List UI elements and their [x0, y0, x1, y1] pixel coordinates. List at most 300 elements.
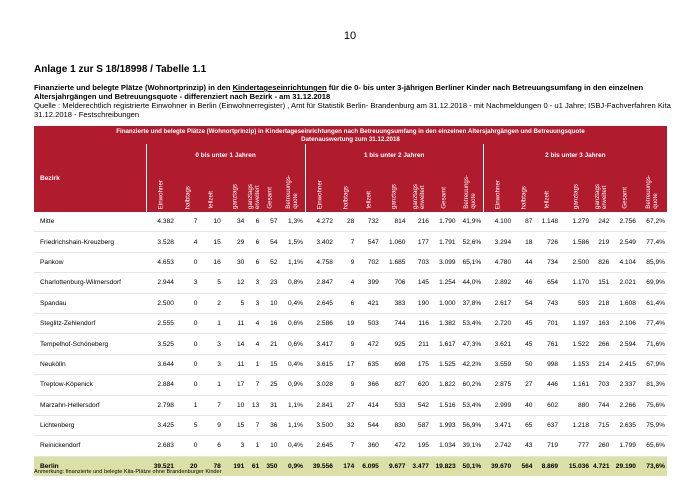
value-cell: 1.685	[381, 252, 408, 272]
subheader-g1-col5	[431, 166, 458, 212]
subheader-g2-col2	[534, 166, 560, 212]
subheader-label: Betreuungs- quote	[284, 175, 299, 209]
value-cell: 39,1%	[458, 436, 484, 456]
value-cell: 15	[199, 232, 222, 252]
value-cell: 1	[246, 354, 261, 374]
value-cell: 0,4%	[279, 293, 305, 313]
subheader-label: halbtags	[342, 185, 350, 209]
value-cell: 446	[534, 375, 560, 395]
value-cell: 2.021	[611, 273, 638, 293]
subheader-label: halbtags	[520, 185, 528, 209]
value-cell: 2.884	[146, 375, 176, 395]
value-cell: 20	[176, 456, 199, 476]
value-cell: 1.153	[560, 354, 591, 374]
value-cell: 23	[261, 273, 279, 293]
value-cell: 1.254	[431, 273, 458, 293]
value-cell: 2.683	[146, 436, 176, 456]
bezirk-cell: Marzahn-Hellersdorf	[34, 395, 146, 415]
value-cell: 0,4%	[279, 436, 305, 456]
value-cell: 19.823	[431, 456, 458, 476]
bezirk-cell: Treptow-Köpenick	[34, 375, 146, 395]
value-cell: 0	[176, 293, 199, 313]
subheader-label: Gesamt	[266, 187, 274, 209]
value-cell: 6	[246, 252, 261, 272]
value-cell: 31	[261, 395, 279, 415]
table-row	[34, 415, 667, 435]
value-cell: 8.869	[534, 456, 560, 476]
value-cell: 4	[246, 334, 261, 354]
value-cell: 3.525	[146, 334, 176, 354]
value-cell: 1,1%	[279, 252, 305, 272]
source-note: Quelle : Melderechtlich registrierte Einwohner in Berlin (Einwohnerregister) , Amt für Statistik Berlin- Brandenburg am 31.12.2018 - mit Nachmeldungen 0 - u1 Jahre; ISBJ-Fachverfahren Kita	[34, 101, 671, 110]
value-cell: 0	[176, 313, 199, 333]
value-cell: 2.645	[305, 436, 335, 456]
value-cell: 2.999	[483, 395, 513, 415]
subheader-label: Gesamt	[440, 187, 448, 209]
value-cell: 4.653	[146, 252, 176, 272]
value-cell: 350	[261, 456, 279, 476]
subheader-g2-col5	[611, 166, 638, 212]
value-cell: 44	[513, 252, 534, 272]
value-cell: 266	[591, 334, 611, 354]
description-heading	[34, 83, 674, 92]
value-cell: 4	[176, 232, 199, 252]
value-cell: 12	[223, 273, 246, 293]
value-cell: 0,8%	[279, 273, 305, 293]
value-cell: 2.742	[483, 436, 513, 456]
value-cell: 71,6%	[638, 334, 667, 354]
value-cell: 3	[199, 354, 222, 374]
bezirk-cell: Lichtenberg	[34, 415, 146, 435]
value-cell: 533	[381, 395, 408, 415]
value-cell: 2.337	[611, 375, 638, 395]
bezirk-cell: Reinickendorf	[34, 436, 146, 456]
value-cell: 4.272	[305, 212, 335, 232]
value-cell: 503	[356, 313, 381, 333]
table-row	[34, 212, 667, 232]
value-cell: 54	[261, 232, 279, 252]
subheader-g2-col6	[638, 166, 667, 212]
value-cell: 0,9%	[279, 456, 305, 476]
value-cell: 17	[223, 375, 246, 395]
value-cell: 1.791	[431, 232, 458, 252]
value-cell: 85,9%	[638, 252, 667, 272]
table-row	[34, 354, 667, 374]
table-row	[34, 293, 667, 313]
value-cell: 41,9%	[458, 212, 484, 232]
value-cell: 9	[335, 375, 356, 395]
value-cell: 10	[261, 293, 279, 313]
table-row	[34, 252, 667, 272]
subheader-g2-col1	[513, 166, 534, 212]
value-cell: 3	[176, 273, 199, 293]
value-cell: 163	[591, 313, 611, 333]
value-cell: 50	[513, 354, 534, 374]
subheader-label: Einwohner	[157, 179, 165, 209]
subheader-g2-col0	[483, 166, 513, 212]
value-cell: 14	[223, 334, 246, 354]
value-cell: 719	[534, 436, 560, 456]
value-cell: 2.500	[560, 252, 591, 272]
value-cell: 726	[534, 232, 560, 252]
value-cell: 2.549	[611, 232, 638, 252]
value-cell: 2.415	[611, 354, 638, 374]
value-cell: 7	[246, 415, 261, 435]
bezirk-cell: Spandau	[34, 293, 146, 313]
value-cell: 2.500	[146, 293, 176, 313]
value-cell: 54	[513, 293, 534, 313]
value-cell: 4.721	[591, 456, 611, 476]
value-cell: 698	[381, 354, 408, 374]
value-cell: 1,3%	[279, 212, 305, 232]
value-cell: 421	[356, 293, 381, 313]
subheader-g1-col2	[356, 166, 381, 212]
value-cell: 593	[560, 293, 591, 313]
subheader-g0-col3	[223, 166, 246, 212]
value-cell: 1.382	[431, 313, 458, 333]
value-cell: 1.218	[560, 415, 591, 435]
value-cell: 52,6%	[458, 232, 484, 252]
bezirk-cell: Charlottenburg-Wilmersdorf	[34, 273, 146, 293]
subheader-g0-col5	[261, 166, 279, 212]
bezirk-cell: Berlin	[34, 456, 146, 476]
value-cell: 39.521	[146, 456, 176, 476]
subheader-g1-col6	[458, 166, 484, 212]
value-cell: 1	[246, 436, 261, 456]
bezirk-cell: Pankow	[34, 252, 146, 272]
subheader-label: ganztags erweitert	[412, 183, 427, 209]
subheader-label: ganztags	[572, 183, 580, 209]
value-cell: 6	[246, 212, 261, 232]
value-cell: 4.100	[483, 212, 513, 232]
value-cell: 7	[176, 212, 199, 232]
value-cell: 4	[246, 313, 261, 333]
value-cell: 2.756	[611, 212, 638, 232]
value-cell: 2.586	[305, 313, 335, 333]
value-cell: 1.799	[611, 436, 638, 456]
value-cell: 211	[407, 334, 430, 354]
value-cell: 11	[223, 354, 246, 374]
table-row	[34, 395, 667, 415]
value-cell: 9	[335, 334, 356, 354]
value-cell: 87	[513, 212, 534, 232]
value-cell: 4.104	[611, 252, 638, 272]
value-cell: 1	[176, 395, 199, 415]
bezirk-cell: Mitte	[34, 212, 146, 232]
value-cell: 43	[513, 436, 534, 456]
bezirk-cell: Tempelhof-Schöneberg	[34, 334, 146, 354]
value-cell: 1,1%	[279, 395, 305, 415]
value-cell: 15	[261, 354, 279, 374]
value-cell: 564	[513, 456, 534, 476]
value-cell: 81,3%	[638, 375, 667, 395]
value-cell: 27	[513, 375, 534, 395]
value-cell: 78	[199, 456, 222, 476]
value-cell: 40	[513, 395, 534, 415]
value-cell: 2.106	[611, 313, 638, 333]
value-cell: 9	[335, 252, 356, 272]
value-cell: 1.617	[431, 334, 458, 354]
value-cell: 219	[591, 232, 611, 252]
value-cell: 25	[261, 375, 279, 395]
value-cell: 3.528	[146, 232, 176, 252]
value-cell: 1,1%	[279, 415, 305, 435]
value-cell: 4	[335, 273, 356, 293]
value-cell: 1.170	[560, 273, 591, 293]
value-cell: 744	[381, 313, 408, 333]
value-cell: 620	[407, 375, 430, 395]
value-cell: 827	[381, 375, 408, 395]
subheader-label: halbtags	[184, 185, 192, 209]
value-cell: 65	[513, 415, 534, 435]
table-banner-date: Datenauswertung zum 31.12.2018	[301, 136, 400, 143]
value-cell: 414	[356, 395, 381, 415]
group-header-2-3: 2 bis unter 3 Jahren	[483, 144, 667, 166]
table-banner-title: Finanzierte und belegte Plätze (Wohnortprinzip) in Kindertageseinrichtungen nach Betreuungsumfang in den einzelnen Altersjahrgängen und Betreuungsquote	[116, 128, 585, 135]
value-cell: 3.559	[483, 354, 513, 374]
subheader-g0-col4	[246, 166, 261, 212]
value-cell: 637	[534, 415, 560, 435]
value-cell: 3.621	[483, 334, 513, 354]
subheader-label: ganztags	[390, 183, 398, 209]
value-cell: 0	[176, 436, 199, 456]
value-cell: 0	[176, 334, 199, 354]
value-cell: 3.294	[483, 232, 513, 252]
value-cell: 145	[407, 273, 430, 293]
subheader-g2-col3	[560, 166, 591, 212]
subheader-label: ganztags	[231, 183, 239, 209]
value-cell: 27	[335, 395, 356, 415]
value-cell: 19	[335, 313, 356, 333]
value-cell: 0,4%	[279, 354, 305, 374]
subheader-g0-col2	[199, 166, 222, 212]
value-cell: 2.635	[611, 415, 638, 435]
value-cell: 218	[591, 293, 611, 313]
value-cell: 732	[356, 212, 381, 232]
value-cell: 29	[223, 232, 246, 252]
value-cell: 191	[223, 456, 246, 476]
value-cell: 21	[261, 334, 279, 354]
subheader-label: teilzeit	[207, 191, 215, 209]
value-cell: 1.586	[560, 232, 591, 252]
value-cell: 1.822	[431, 375, 458, 395]
value-cell: 242	[591, 212, 611, 232]
page-number: 10	[343, 30, 357, 42]
subheader-label: Betreuungs- quote	[645, 175, 660, 209]
value-cell: 734	[534, 252, 560, 272]
value-cell: 703	[407, 252, 430, 272]
subheader-g1-col0	[305, 166, 335, 212]
value-cell: 1.790	[431, 212, 458, 232]
subheader-label: ganztags erweitert	[594, 183, 609, 209]
value-cell: 3.099	[431, 252, 458, 272]
value-cell: 7	[335, 232, 356, 252]
value-cell: 830	[381, 415, 408, 435]
value-cell: 743	[534, 293, 560, 313]
value-cell: 366	[356, 375, 381, 395]
subheader-g2-col4	[591, 166, 611, 212]
value-cell: 2	[199, 293, 222, 313]
value-cell: 1	[199, 313, 222, 333]
value-cell: 2.798	[146, 395, 176, 415]
subheader-g1-col4	[407, 166, 430, 212]
value-cell: 11	[223, 313, 246, 333]
value-cell: 3.417	[305, 334, 335, 354]
value-cell: 5	[223, 293, 246, 313]
value-cell: 47,3%	[458, 334, 484, 354]
heading-part-1: Finanzierte und belegte Plätze (Wohnortprinzip) in den	[34, 83, 233, 92]
value-cell: 880	[560, 395, 591, 415]
value-cell: 65,6%	[638, 436, 667, 456]
value-cell: 116	[407, 313, 430, 333]
value-cell: 190	[407, 293, 430, 313]
value-cell: 10	[223, 395, 246, 415]
value-cell: 3	[199, 334, 222, 354]
value-cell: 1.608	[611, 293, 638, 313]
value-cell: 175	[407, 354, 430, 374]
value-cell: 4.758	[305, 252, 335, 272]
value-cell: 16	[261, 313, 279, 333]
value-cell: 3.644	[146, 354, 176, 374]
value-cell: 3.028	[305, 375, 335, 395]
value-cell: 30	[223, 252, 246, 272]
value-cell: 998	[534, 354, 560, 374]
data-table	[34, 144, 667, 476]
value-cell: 4.382	[146, 212, 176, 232]
value-cell: 67,9%	[638, 354, 667, 374]
value-cell: 3	[246, 273, 261, 293]
bezirk-cell: Neukölln	[34, 354, 146, 374]
value-cell: 10	[261, 436, 279, 456]
subheader-g1-col1	[335, 166, 356, 212]
subheader-g0-col1	[176, 166, 199, 212]
subheader-label: Betreuungs- quote	[463, 175, 478, 209]
subheader-label: teilzeit	[543, 191, 551, 209]
value-cell: 6	[246, 232, 261, 252]
value-cell: 0,6%	[279, 313, 305, 333]
value-cell: 547	[356, 232, 381, 252]
table-row	[34, 313, 667, 333]
value-cell: 1	[199, 375, 222, 395]
value-cell: 2.847	[305, 273, 335, 293]
value-cell: 36	[261, 415, 279, 435]
value-cell: 15.036	[560, 456, 591, 476]
value-cell: 654	[534, 273, 560, 293]
value-cell: 3	[246, 293, 261, 313]
value-cell: 53,4%	[458, 395, 484, 415]
value-cell: 5	[176, 415, 199, 435]
value-cell: 28	[335, 212, 356, 232]
value-cell: 761	[534, 334, 560, 354]
value-cell: 2.266	[611, 395, 638, 415]
subheader-g0-col6	[279, 166, 305, 212]
group-header-1-2: 1 bis unter 2 Jahren	[305, 144, 483, 166]
value-cell: 2.594	[611, 334, 638, 354]
value-cell: 0	[176, 375, 199, 395]
value-cell: 77,4%	[638, 232, 667, 252]
value-cell: 10	[199, 212, 222, 232]
subheader-label: Gesamt	[621, 187, 629, 209]
value-cell: 6.095	[356, 456, 381, 476]
value-cell: 2.720	[483, 313, 513, 333]
table-description	[34, 83, 674, 119]
value-cell: 2.645	[305, 293, 335, 313]
heading-underlined-term: Kindertageseinrichtungen	[232, 83, 327, 92]
value-cell: 65,1%	[458, 252, 484, 272]
value-cell: 6	[335, 293, 356, 313]
value-cell: 360	[356, 436, 381, 456]
value-cell: 151	[591, 273, 611, 293]
value-cell: 32	[335, 415, 356, 435]
value-cell: 383	[381, 293, 408, 313]
table-banner	[34, 126, 667, 144]
value-cell: 214	[591, 354, 611, 374]
value-cell: 260	[591, 436, 611, 456]
value-cell: 3.615	[305, 354, 335, 374]
value-cell: 1.993	[431, 415, 458, 435]
document-title: Anlage 1 zur S 18/18998 / Tabelle 1.1	[34, 64, 207, 75]
value-cell: 706	[381, 273, 408, 293]
value-cell: 715	[591, 415, 611, 435]
subheader-label: Einwohner	[316, 179, 324, 209]
value-cell: 777	[560, 436, 591, 456]
value-cell: 701	[534, 313, 560, 333]
value-cell: 177	[407, 232, 430, 252]
value-cell: 544	[356, 415, 381, 435]
value-cell: 1.060	[381, 232, 408, 252]
value-cell: 703	[591, 375, 611, 395]
source-note-line2: 31.12.2018 - Festschreibungen	[34, 110, 140, 119]
value-cell: 1.516	[431, 395, 458, 415]
subheader-label: Einwohner	[494, 179, 502, 209]
description-heading-line2: Altersjahrgängen und Betreuungsquote - differenziert nach Bezirk - am 31.12.2018	[34, 92, 331, 101]
value-cell: 2.555	[146, 313, 176, 333]
value-cell: 1.000	[431, 293, 458, 313]
table-row	[34, 436, 667, 456]
value-cell: 0	[176, 354, 199, 374]
value-cell: 37,8%	[458, 293, 484, 313]
value-cell: 195	[407, 436, 430, 456]
value-cell: 542	[407, 395, 430, 415]
table-row	[34, 232, 667, 252]
value-cell: 3.425	[146, 415, 176, 435]
value-cell: 2.875	[483, 375, 513, 395]
value-cell: 1.148	[534, 212, 560, 232]
value-cell: 602	[534, 395, 560, 415]
value-cell: 826	[591, 252, 611, 272]
value-cell: 46	[513, 273, 534, 293]
value-cell: 814	[381, 212, 408, 232]
value-cell: 1.279	[560, 212, 591, 232]
value-cell: 9.677	[381, 456, 408, 476]
value-cell: 6	[199, 436, 222, 456]
value-cell: 0,9%	[279, 375, 305, 395]
value-cell: 2.841	[305, 395, 335, 415]
value-cell: 29.190	[611, 456, 638, 476]
value-cell: 4.780	[483, 252, 513, 272]
value-cell: 53,4%	[458, 313, 484, 333]
value-cell: 75,9%	[638, 415, 667, 435]
value-cell: 45	[513, 313, 534, 333]
value-cell: 15	[223, 415, 246, 435]
value-cell: 3	[223, 436, 246, 456]
value-cell: 3.471	[483, 415, 513, 435]
value-cell: 67,2%	[638, 212, 667, 232]
value-cell: 7	[246, 375, 261, 395]
value-cell: 925	[381, 334, 408, 354]
value-cell: 702	[356, 252, 381, 272]
value-cell: 75,6%	[638, 395, 667, 415]
